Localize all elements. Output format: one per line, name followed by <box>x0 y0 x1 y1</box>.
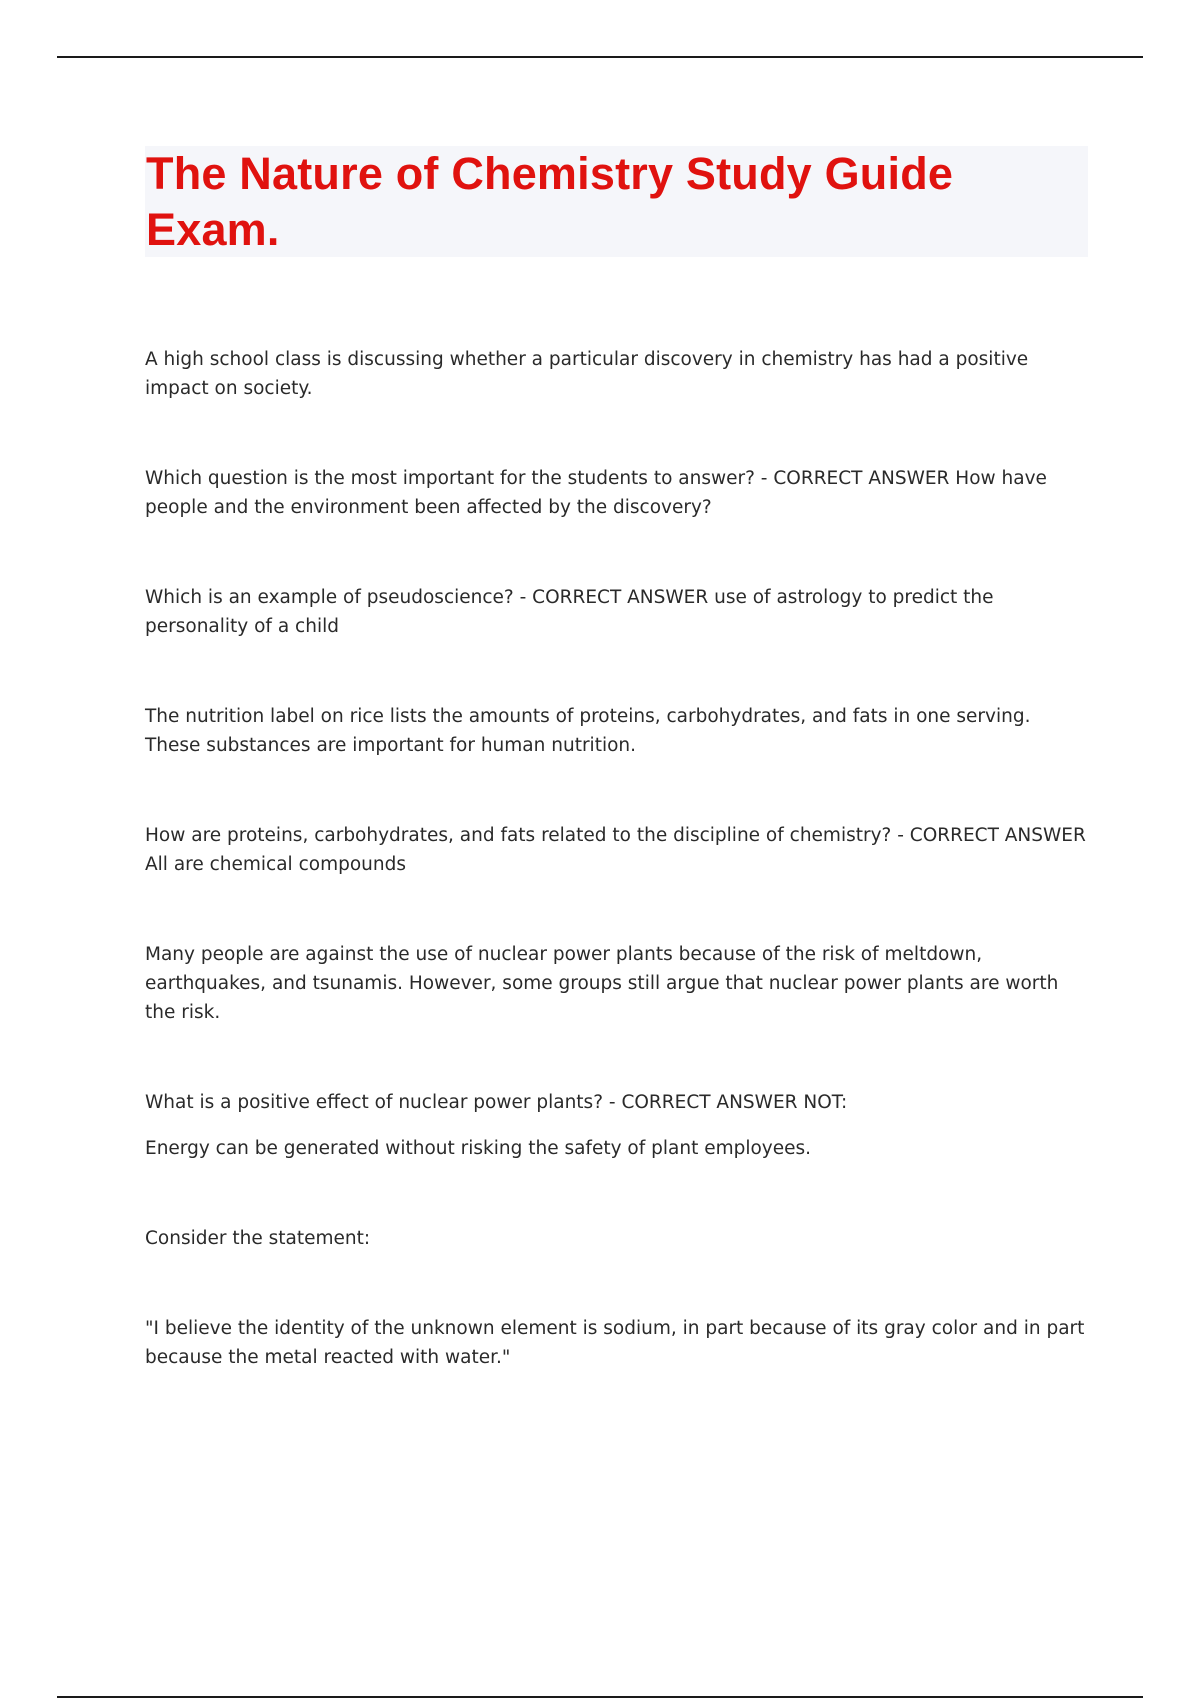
bottom-rule <box>57 1696 1143 1698</box>
paragraph-question-impact: Which question is the most important for the students to answer? - CORRECT ANSWER How have people and the environment been affected by the discovery? <box>145 468 1047 518</box>
paragraph-question-compounds: How are proteins, carbohydrates, and fats related to the discipline of chemistry? - CORRECT ANSWER All are chemical compounds <box>145 825 1086 875</box>
document-body <box>145 345 1090 1372</box>
paragraph-answer-nuclear: Energy can be generated without risking the safety of plant employees. <box>145 1138 812 1159</box>
paragraph-context-discovery: A high school class is discussing whether a particular discovery in chemistry has had a positive impact on society. <box>145 349 1029 399</box>
top-rule <box>57 56 1143 58</box>
document-title: The Nature of Chemistry Study Guide Exam. <box>146 148 954 255</box>
paragraph-question-pseudoscience: Which is an example of pseudoscience? - CORRECT ANSWER use of astrology to predict the personality of a child <box>145 587 994 637</box>
paragraph-context-nuclear: Many people are against the use of nuclear power plants because of the risk of meltdown, earthquakes, and tsunamis. However, some groups still argue that nuclear power plants are worth the risk. <box>145 944 1059 1023</box>
title-banner <box>145 146 1088 257</box>
paragraph-quote-sodium: "I believe the identity of the unknown element is sodium, in part because of its gray color and in part because the metal reacted with water." <box>145 1318 1085 1368</box>
paragraph-question-nuclear: What is a positive effect of nuclear power plants? - CORRECT ANSWER NOT: <box>145 1092 848 1113</box>
paragraph-context-nutrition: The nutrition label on rice lists the amounts of proteins, carbohydrates, and fats in one serving. These substances are important for human nutrition. <box>145 706 1031 756</box>
paragraph-consider-statement: Consider the statement: <box>145 1228 371 1249</box>
